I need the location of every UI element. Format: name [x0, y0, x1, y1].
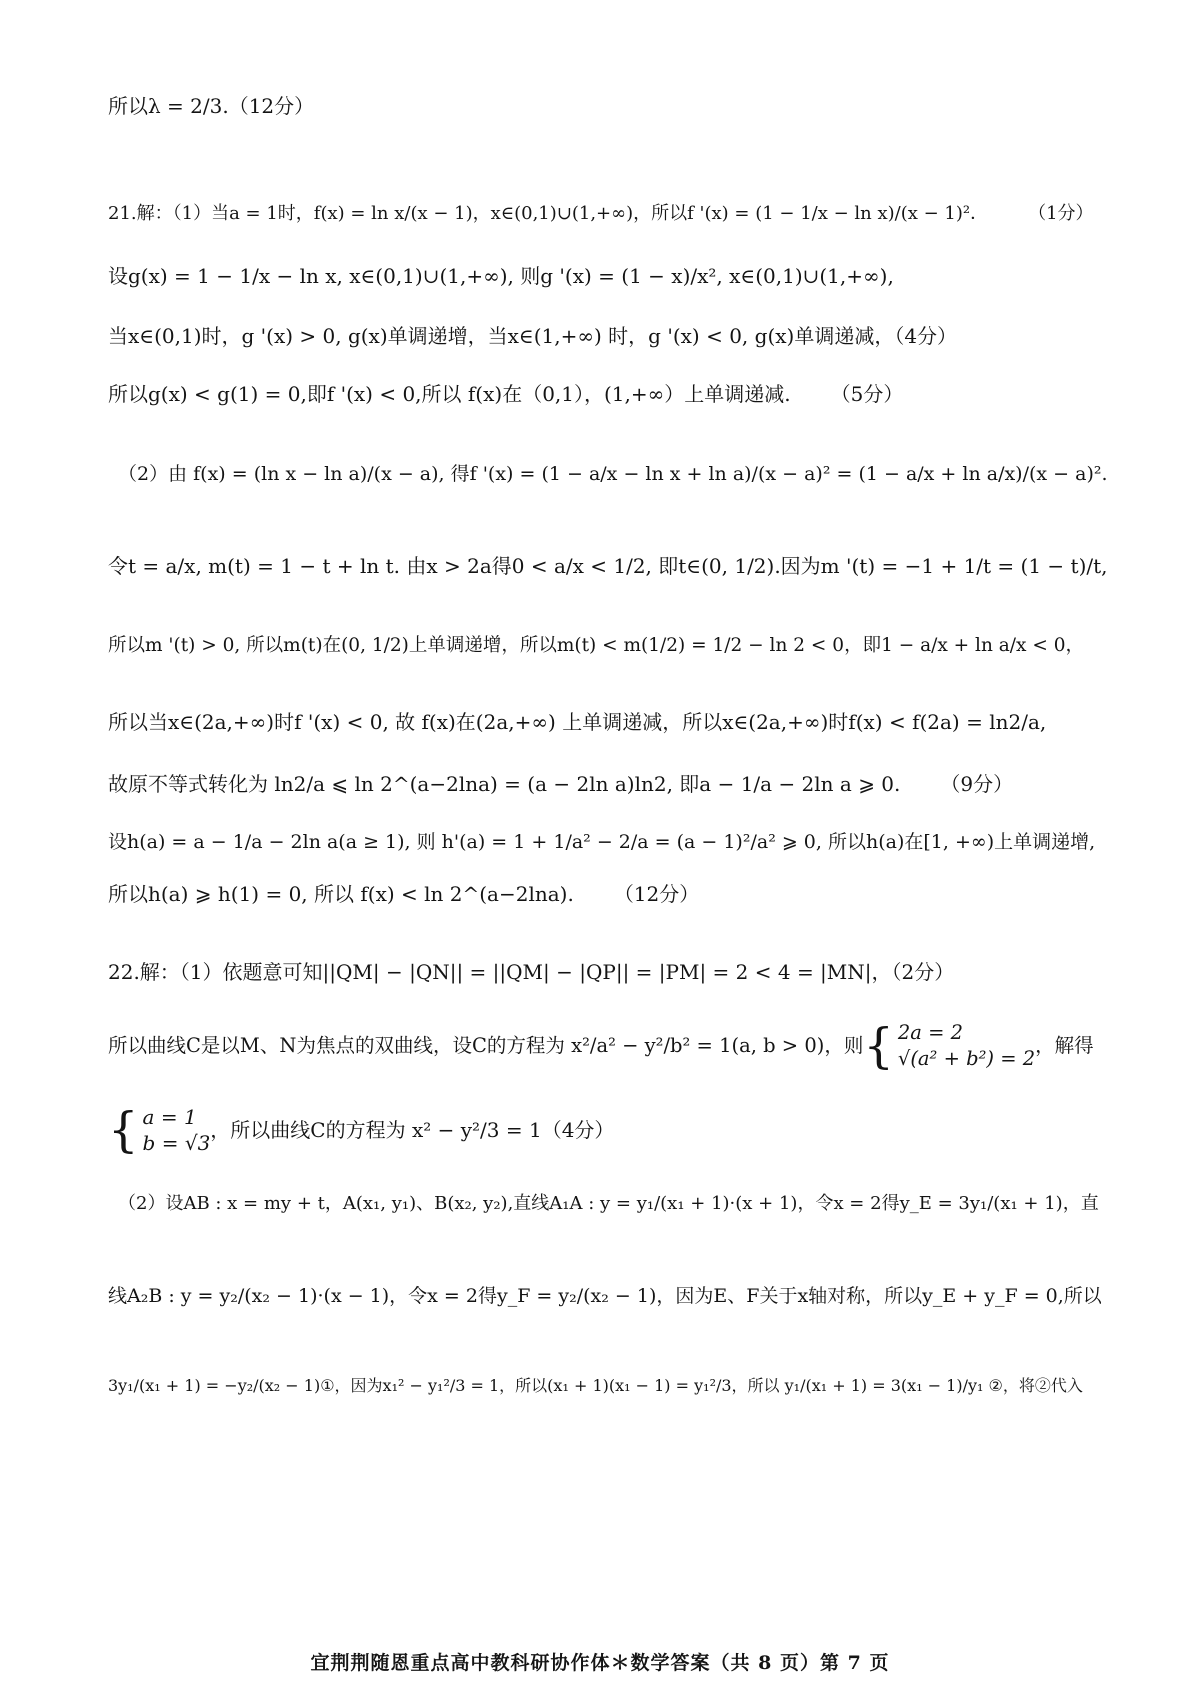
line-text: 所以h(a) ⩾ h(1) = 0, 所以 f(x) < ln 2^(a−2lna).	[108, 882, 574, 906]
equation-system	[143, 1104, 211, 1156]
line-text: 设g(x) = 1 − 1/x − ln x, x∈(0,1)∪(1,+∞), 则g '(x) = (1 − x)/x², x∈(0,1)∪(1,+∞),	[108, 264, 894, 288]
text-line	[108, 828, 1108, 856]
line-text: 设h(a) = a − 1/a − 2ln a(a ≥ 1), 则 h'(a) = 1 + 1/a² − 2/a = (a − 1)²/a² ⩾ 0, 所以h(a)在[1, +∞)上单调递增,	[108, 831, 1096, 853]
line-text: 令t = a/x, m(t) = 1 − t + ln t. 由x > 2a得0 < a/x < 1/2, 即t∈(0, 1/2).因为m '(t) = −1 + 1/t = (1 − t)/t,	[108, 554, 1108, 578]
line-text: 所以λ = 2/3.（12分）	[108, 94, 315, 118]
text-line	[108, 92, 1108, 120]
line-text: 所以曲线C是以M、N为焦点的双曲线，设C的方程为 x²/a² − y²/b² = 1(a, b > 0)，则	[108, 1034, 864, 1057]
text-line	[108, 1104, 1108, 1156]
line-text: （2）设AB : x = my + t，A(x₁, y₁)、B(x₂, y₂),直线A₁A : y = y₁/(x₁ + 1)·(x + 1)，令x = 2得y_E = 3y₁/(x₁ + 1)，直	[118, 1193, 1099, 1214]
line-text: ，解得	[1035, 1034, 1094, 1057]
equation-system	[898, 1020, 1035, 1072]
page-footer: 宜荆荆随恩重点高中教科研协作体＊数学答案（共 8 页）第 7 页	[310, 1652, 890, 1674]
left-brace: {	[108, 1102, 139, 1158]
text-line	[108, 1372, 1108, 1400]
line-text: （2）由 f(x) = (ln x − ln a)/(x − a), 得f '(x) = (1 − a/x − ln x + ln a)/(x − a)² = (1 − a/x + ln a/x)/(x − a)².	[118, 463, 1108, 485]
score-label: （9分）	[940, 772, 1014, 796]
line-text: 故原不等式转化为 ln2/a ⩽ ln 2^(a−2lna) = (a − 2ln a)ln2, 即a − 1/a − 2ln a ⩾ 0.	[108, 772, 901, 796]
q21-heading	[108, 200, 1108, 228]
line-text: 22.解：（1）依题意可知||QM| − |QN|| = ||QM| − |QP|| = |PM| = 2 < 4 = |MN|，（2分）	[108, 960, 955, 984]
line-text: ，所以曲线C的方程为 x² − y²/3 = 1（4分）	[210, 1118, 615, 1142]
text-line	[108, 880, 1108, 908]
score-label: （12分）	[613, 882, 700, 906]
line-text: 当x∈(0,1)时，g '(x) > 0, g(x)单调递增，当x∈(1,+∞) 时，g '(x) < 0, g(x)单调递减，（4分）	[108, 324, 958, 348]
score-label: （1分）	[1028, 203, 1094, 224]
text-line	[108, 1282, 1108, 1310]
system-row: 2a = 2	[897, 1021, 964, 1044]
text-line	[108, 380, 1108, 408]
system-row: b = √3	[142, 1131, 211, 1155]
text-line	[108, 552, 1108, 580]
text-line	[108, 1020, 1108, 1072]
score-label: （5分）	[830, 382, 904, 406]
line-text: 所以m '(t) > 0, 所以m(t)在(0, 1/2)上单调递增，所以m(t) < m(1/2) = 1/2 − ln 2 < 0，即1 − a/x + ln a/x < 0，	[108, 635, 1084, 656]
left-brace: {	[863, 1018, 894, 1074]
system-row: a = 1	[142, 1105, 197, 1129]
line-text: 所以g(x) < g(1) = 0,即f '(x) < 0,所以 f(x)在（0,1），(1,+∞）上单调递减.	[108, 382, 791, 406]
text-line	[108, 322, 1108, 350]
text-line	[108, 770, 1108, 798]
system-row: √(a² + b²) = 2	[897, 1047, 1036, 1070]
line-text: 所以当x∈(2a,+∞)时f '(x) < 0, 故 f(x)在(2a,+∞) 上单调递减，所以x∈(2a,+∞)时f(x) < f(2a) = ln2/a,	[108, 710, 1047, 734]
line-text: 21.解：（1）当a = 1时，f(x) = ln x/(x − 1)，x∈(0,1)∪(1,+∞)，所以f '(x) = (1 − 1/x − ln x)/(x − 1)²．	[108, 203, 989, 224]
text-line	[118, 460, 1108, 488]
line-text: 线A₂B : y = y₂/(x₂ − 1)·(x − 1)，令x = 2得y_F = y₂/(x₂ − 1)，因为E、F关于x轴对称，所以y_E + y_F = 0,所以	[108, 1285, 1102, 1307]
text-line	[108, 262, 1108, 290]
text-line	[118, 1190, 1108, 1218]
line-text: 3y₁/(x₁ + 1) = −y₂/(x₂ − 1)①，因为x₁² − y₁²/3 = 1，所以(x₁ + 1)(x₁ − 1) = y₁²/3，所以 y₁/(x₁ + 1) = 3(x₁ − 1)/y₁ ②，将②代入	[108, 1376, 1083, 1395]
text-line	[108, 708, 1108, 736]
text-line	[108, 632, 1108, 660]
q22-heading	[108, 958, 1108, 986]
